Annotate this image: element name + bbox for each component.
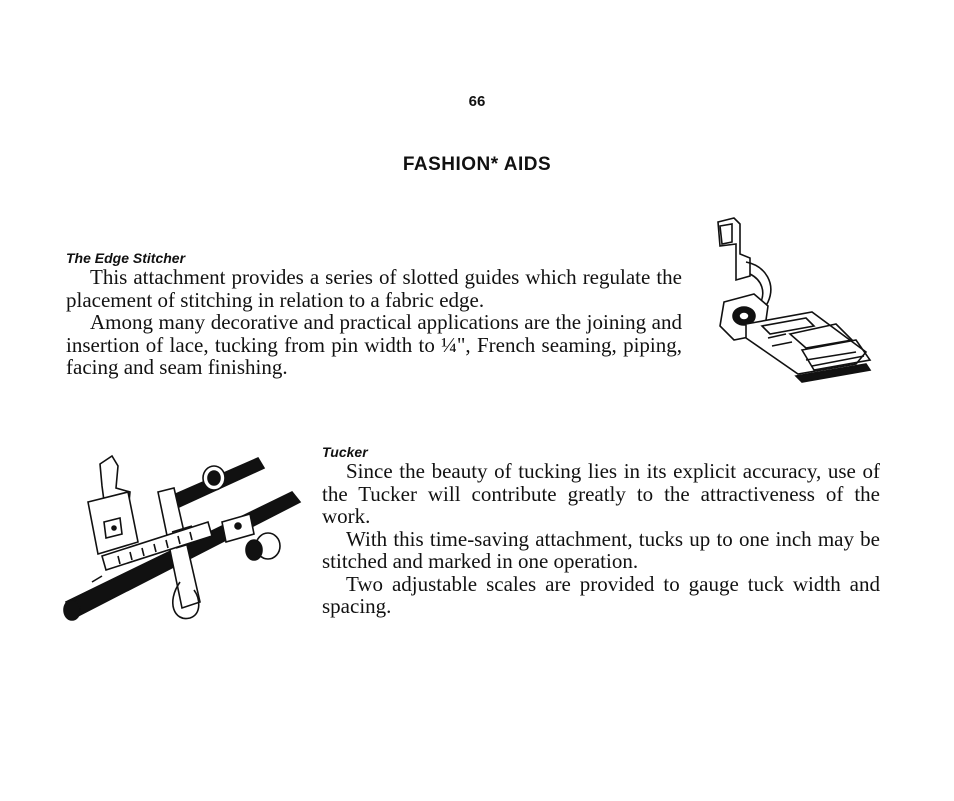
edge-stitcher-illustration-icon xyxy=(706,214,876,398)
edge-stitcher-heading: The Edge Stitcher xyxy=(66,250,186,266)
tucker-heading: Tucker xyxy=(322,444,368,460)
tucker-paragraph-2: With this time-saving attachment, tucks up to one inch may be stitched and marked in one operation. xyxy=(322,526,880,573)
tucker-section xyxy=(322,444,880,618)
tucker-paragraph-3: Two adjustable scales are provided to gauge tuck width and spacing. xyxy=(322,571,880,618)
page-number: 66 xyxy=(468,93,486,110)
tucker-paragraph-1: Since the beauty of tucking lies in its explicit accuracy, use of the Tucker will contribute greatly to the attractiveness of the work. xyxy=(322,459,880,528)
edge-stitcher-paragraph-1: This attachment provides a series of slotted guides which regulate the placement of stitching in relation to a fabric edge. xyxy=(66,265,682,312)
tucker-illustration-icon xyxy=(62,452,310,628)
page-title: FASHION* AIDS xyxy=(402,154,552,175)
edge-stitcher-paragraph-2: Among many decorative and practical applications are the joining and insertion of lace, tucking from pin width to ¼", French seaming, piping, facing and seam finishing. xyxy=(66,310,682,379)
edge-stitcher-section xyxy=(66,250,682,379)
